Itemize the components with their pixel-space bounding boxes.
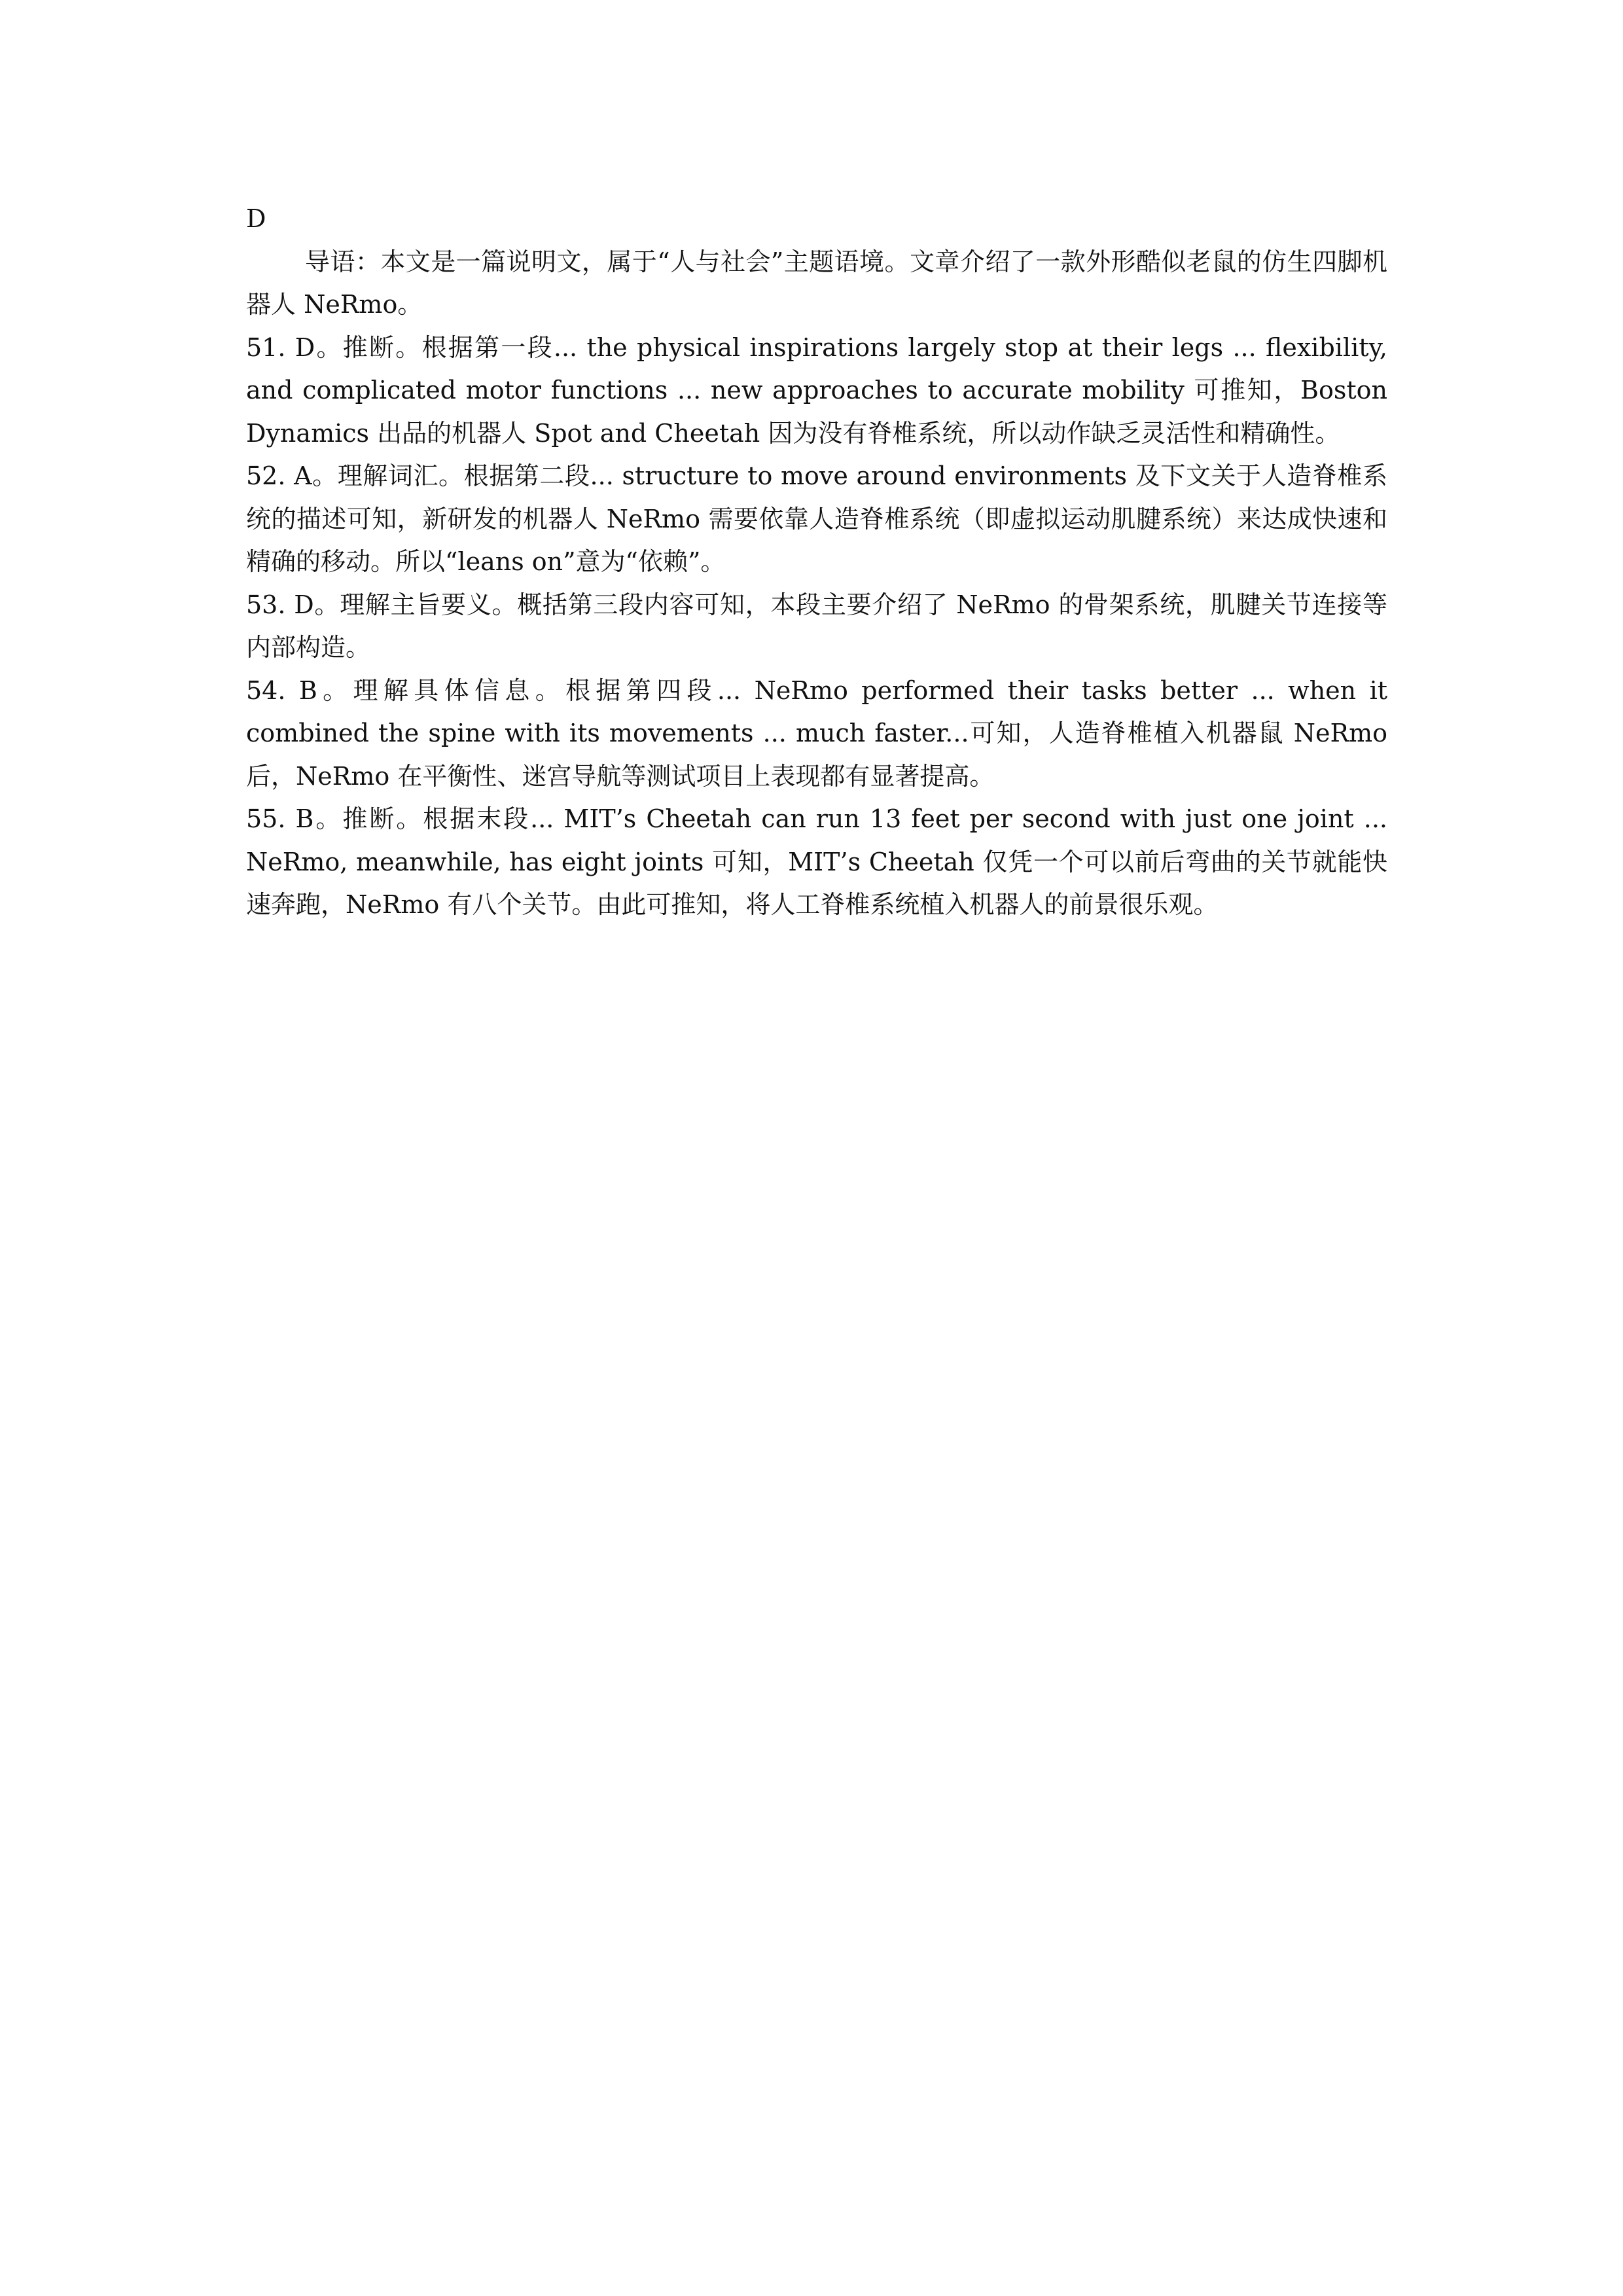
intro-paragraph: 导语：本文是一篇说明文，属于“人与社会”主题语境。文章介绍了一款外形酷似老鼠的仿生四脚机器人 NeRmo。 [246, 247, 1387, 319]
answer-54: 54. B。理解具体信息。根据第四段... NeRmo performed their tasks better ... when it combined the spine with its movements ... much faster...可知，人造脊椎植入机器鼠 NeRmo 后，NeRmo 在平衡性、迷宫导航等测试项目上表现都有显著提高。 [246, 675, 1387, 791]
answer-55: 55. B。推断。根据末段... MIT’s Cheetah can run 13 feet per second with just one joint ... NeRmo, meanwhile, has eight joints 可知，MIT’s Cheetah 仅凭一个可以前后弯曲的关节就能快速奔跑，NeRmo 有八个关节。由此可推知，将人工脊椎系统植入机器人的前景很乐观。 [246, 804, 1387, 919]
section-letter: D [246, 204, 266, 233]
answer-53: 53. D。理解主旨要义。概括第三段内容可知，本段主要介绍了 NeRmo 的骨架系统，肌腱关节连接等内部构造。 [246, 590, 1387, 662]
answer-52: 52. A。理解词汇。根据第二段... structure to move around environments 及下文关于人造脊椎系统的描述可知，新研发的机器人 NeRmo 需要依靠人造脊椎系统（即虚拟运动肌腱系统）来达成快速和精确的移动。所以“leans on”意为“依赖”。 [246, 461, 1387, 576]
answer-explanation-block [246, 198, 1387, 927]
answer-51: 51. D。推断。根据第一段... the physical inspirations largely stop at their legs ... flexibility, and complicated motor functions ... new approaches to accurate mobility 可推知，Boston Dynamics 出品的机器人 Spot and Cheetah 因为没有脊椎系统，所以动作缺乏灵活性和精确性。 [246, 332, 1387, 448]
